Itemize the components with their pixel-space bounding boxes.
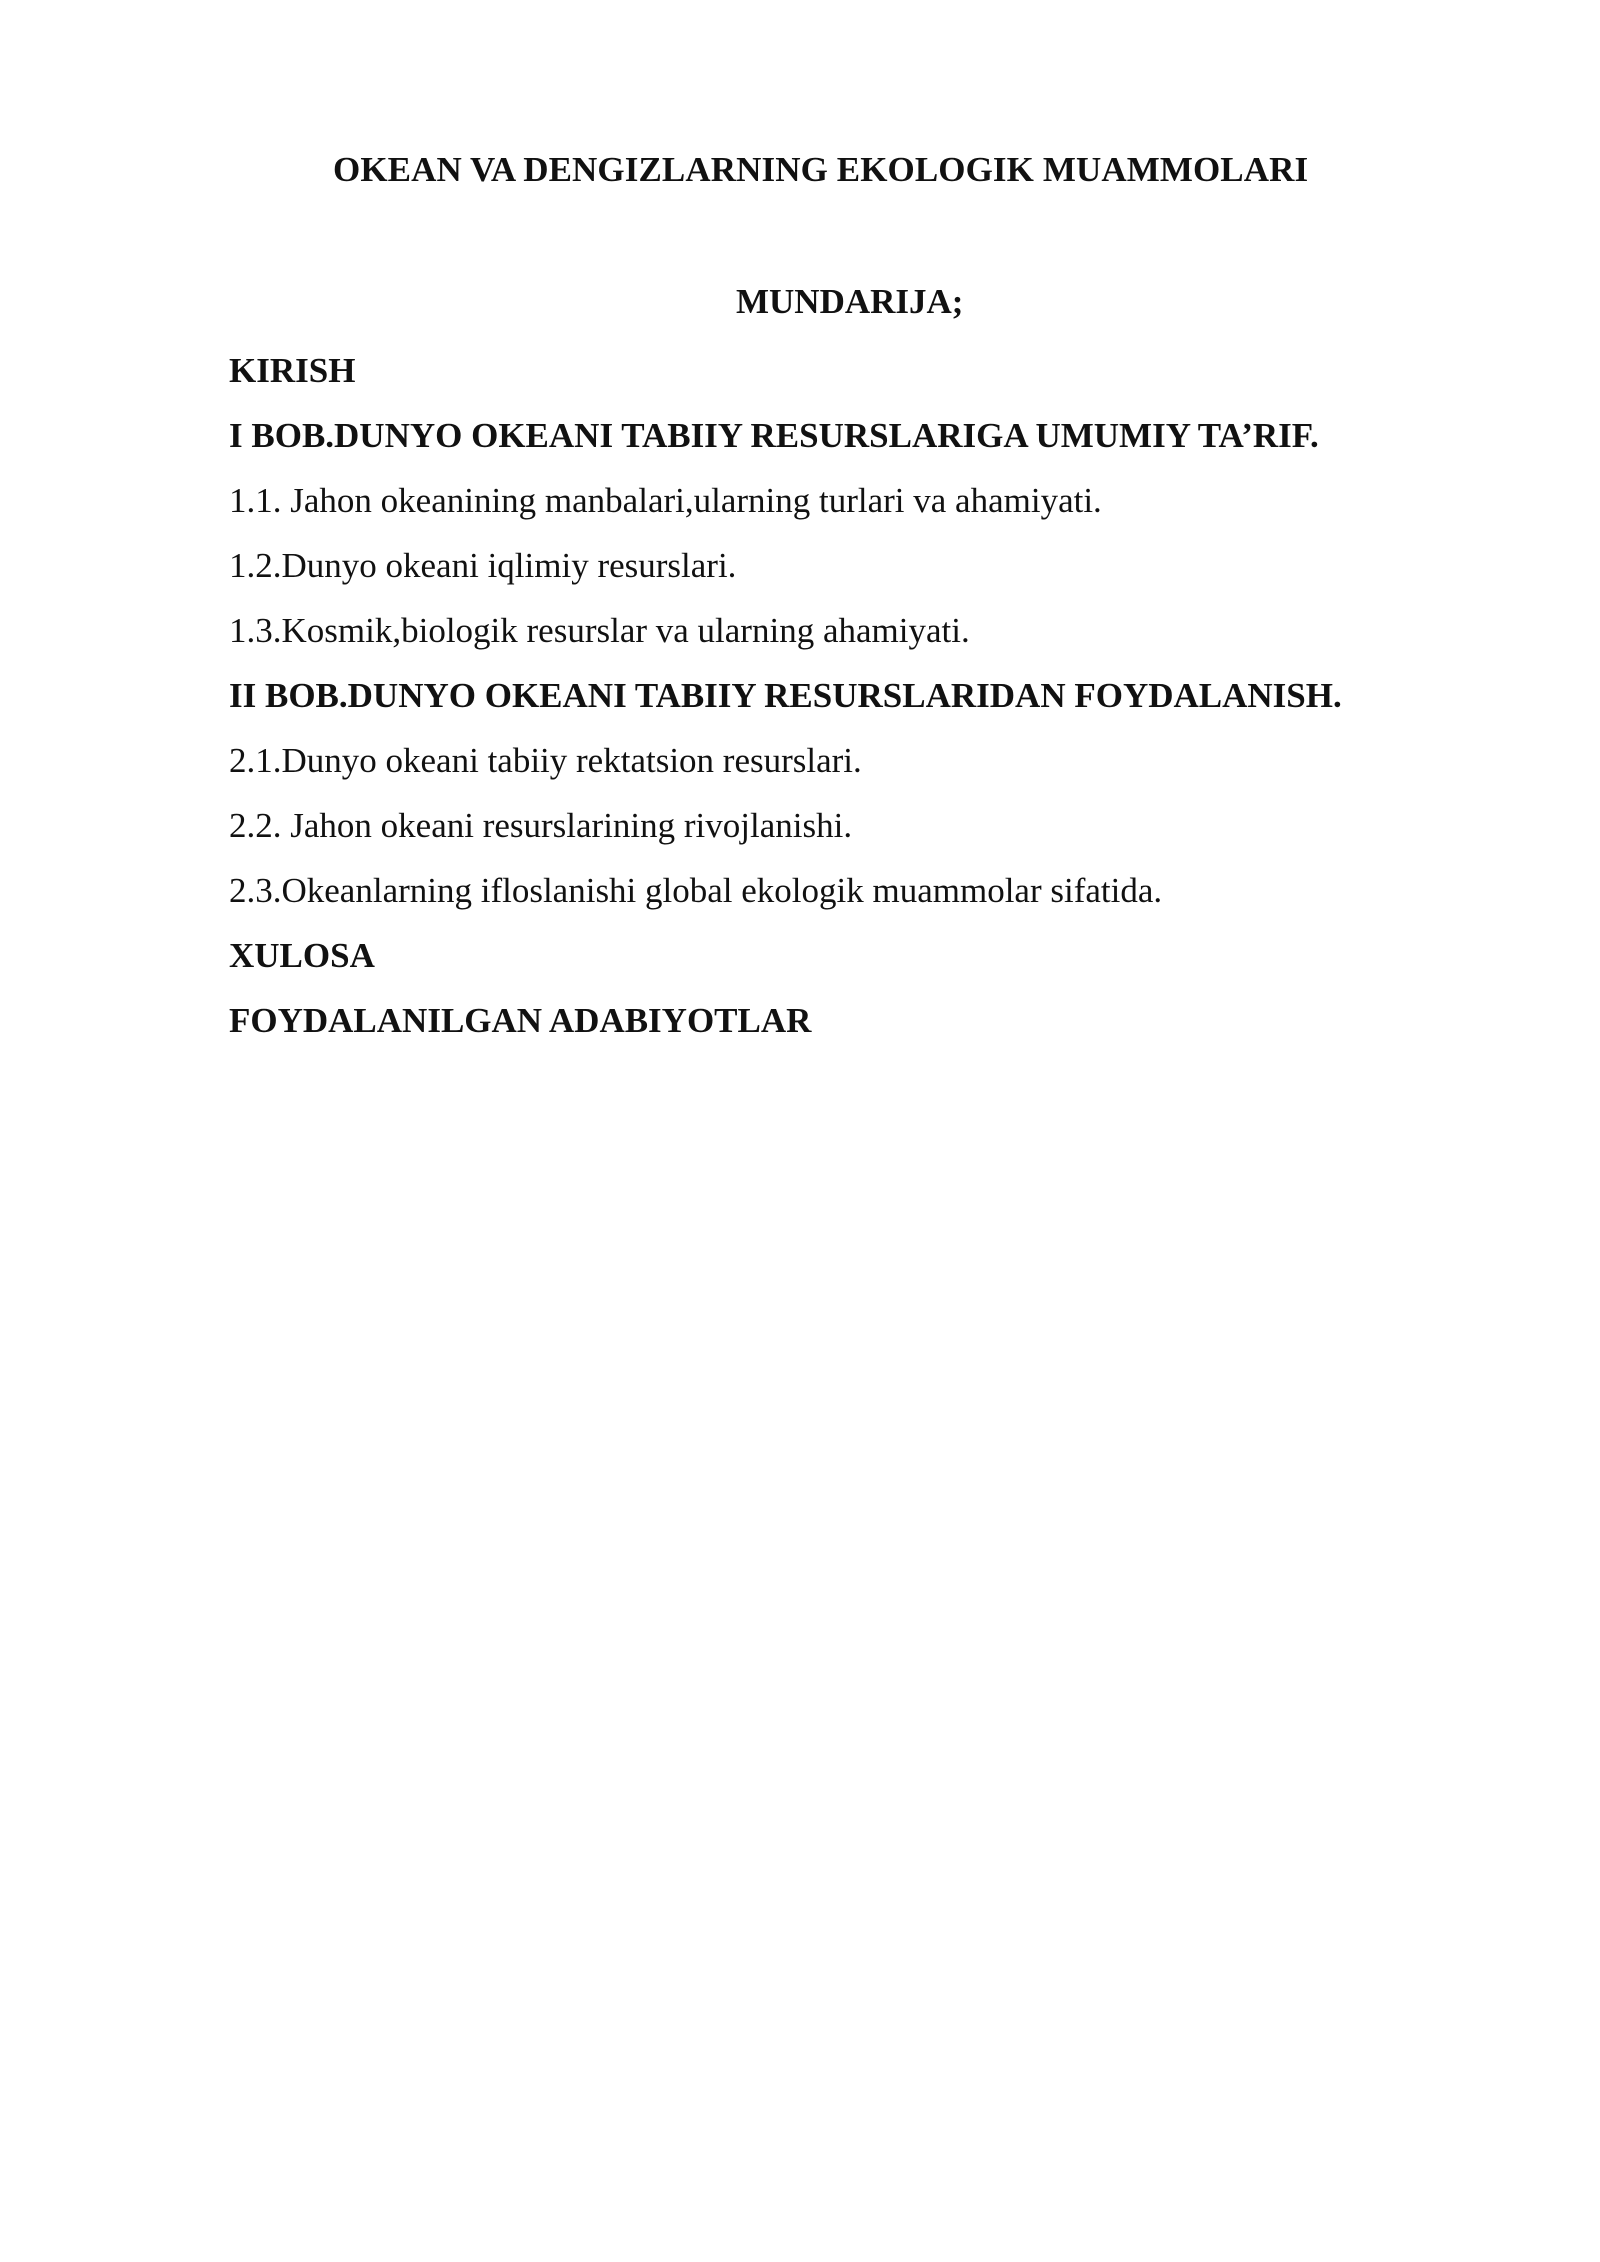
- toc-item-section-1-3: 1.3.Kosmik,biologik resurslar va ularning ahamiyati.: [229, 611, 970, 650]
- toc-heading: MUNDARIJA;: [736, 282, 964, 321]
- document-title: OKEAN VA DENGIZLARNING EKOLOGIK MUAMMOLARI: [333, 150, 1309, 189]
- toc-item-section-2-3: 2.3.Okeanlarning ifloslanishi global ekologik muammolar sifatida.: [229, 871, 1163, 910]
- toc-item-chapter-2: II BOB.DUNYO OKEANI TABIIY RESURSLARIDAN FOYDALANISH.: [229, 676, 1342, 715]
- toc-item-kirish: KIRISH: [229, 351, 356, 390]
- toc-item-section-1-2: 1.2.Dunyo okeani iqlimiy resurslari.: [229, 546, 737, 585]
- toc-item-xulosa: XULOSA: [229, 936, 375, 975]
- toc-item-section-1-1: 1.1. Jahon okeanining manbalari,ularning turlari va ahamiyati.: [229, 481, 1102, 520]
- toc-item-section-2-2: 2.2. Jahon okeani resurslarining rivojlanishi.: [229, 806, 853, 845]
- toc-item-section-2-1: 2.1.Dunyo okeani tabiiy rektatsion resurslari.: [229, 741, 862, 780]
- table-of-contents: [229, 346, 1529, 1061]
- toc-item-references: FOYDALANILGAN ADABIYOTLAR: [229, 1001, 812, 1040]
- toc-item-chapter-1: I BOB.DUNYO OKEANI TABIIY RESURSLARIGA UMUMIY TA’RIF.: [229, 416, 1319, 455]
